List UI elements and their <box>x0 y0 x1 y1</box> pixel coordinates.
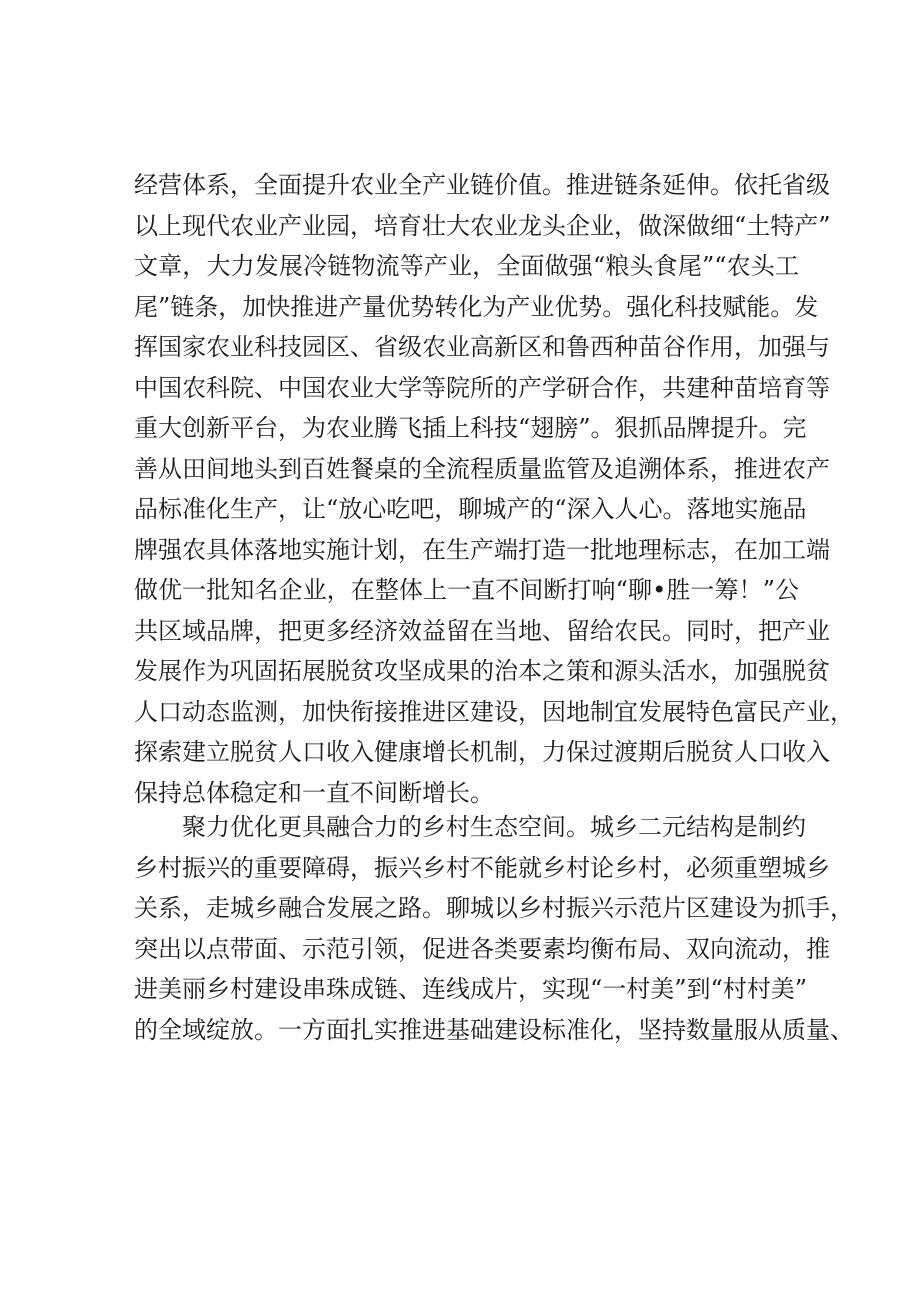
text-line: 善从田间地头到百姓餐桌的全流程质量监管及追溯体系，推进农产 <box>134 454 830 483</box>
text-line: 中国农科院、中国农业大学等院所的产学研合作，共建种苗培育等 <box>134 373 830 402</box>
text-line: 保持总体稳定和一直不间断增长。 <box>134 778 494 807</box>
text-line: 做优一批知名企业，在整体上一直不间断打响“聊•胜一筹！”公 <box>134 576 799 604</box>
text-line: 的全域绽放。一方面扎实推进基础建设标准化，坚持数量服从质量、 <box>134 1015 854 1044</box>
text-line: 发展作为巩固拓展脱贫攻坚成果的治本之策和源头活水，加强脱贫 <box>134 657 830 685</box>
paragraph-2 <box>134 807 854 1050</box>
text-line: 人口动态监测，加快衔接推进区建设，因地制宜发展特色富民产业， <box>134 697 854 726</box>
text-line: 进美丽乡村建设串珠成链、连线成片，实现“一村美”到“村村美” <box>134 975 808 1003</box>
text-line: 重大创新平台，为农业腾飞插上科技“翅膀”。狠抓品牌提升。完 <box>134 414 807 442</box>
text-line: 牌强农具体落地实施计划，在生产端打造一批地理标志，在加工端 <box>134 535 830 564</box>
text-line: 以上现代农业产业园，培育壮大农业龙头企业，做深做细“土特产” <box>134 211 831 240</box>
text-line: 尾”链条，加快推进产量优势转化为产业优势。强化科技赋能。发 <box>134 292 819 321</box>
text-line: 乡村振兴的重要障碍，振兴乡村不能就乡村论乡村，必须重塑城乡 <box>134 853 830 882</box>
text-line: 探索建立脱贫人口收入健康增长机制，力保过渡期后脱贫人口收入 <box>134 738 830 766</box>
text-line: 品标准化生产，让“放心吃吧，聊城产的“深入人心。落地实施品 <box>134 495 807 523</box>
text-line: 挥国家农业科技园区、省级农业高新区和鲁西种苗谷作用，加强与 <box>134 333 830 361</box>
text-line: 聚力优化更具融合力的乡村生态空间。城乡二元结构是制约 <box>182 813 806 841</box>
text-line: 关系，走城乡融合发展之路。聊城以乡村振兴示范片区建设为抓手， <box>134 894 854 922</box>
text-line: 共区域品牌，把更多经济效益留在当地、留给农民。同时，把产业 <box>134 616 830 645</box>
text-line: 经营体系，全面提升农业全产业链价值。推进链条延伸。依托省级 <box>134 171 830 199</box>
text-line: 文章，大力发展冷链物流等产业，全面做强“粮头食尾”“农头工 <box>134 252 799 280</box>
paragraph-1 <box>134 165 854 813</box>
text-line: 突出以点带面、示范引领，促进各类要素均衡布局、双向流动，推 <box>134 934 830 963</box>
